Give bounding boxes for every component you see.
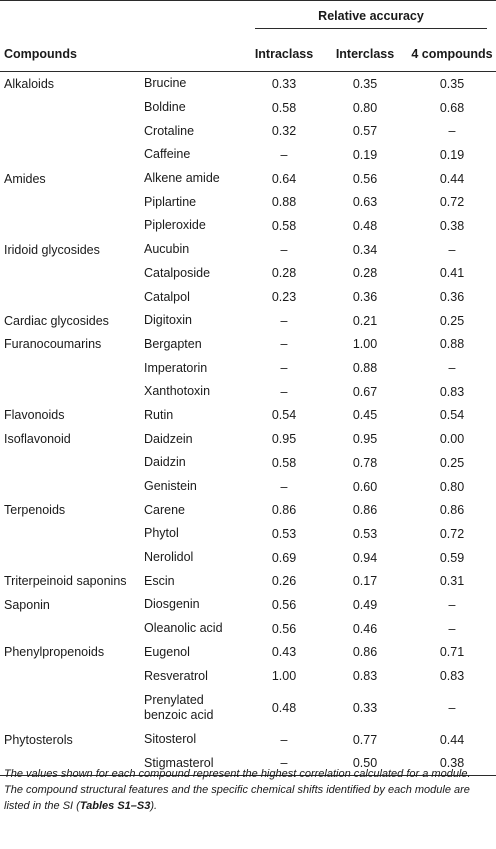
table-row [0, 617, 496, 641]
supplementary-tables-ref: Tables S1–S3 [79, 800, 151, 812]
class-cell [0, 522, 140, 546]
four-compounds-cell: 0.25 [439, 313, 465, 328]
table-body [0, 72, 496, 776]
compound-cell: Aucubin [144, 242, 190, 257]
interclass-cell: 0.86 [352, 645, 378, 660]
interclass-cell: 0.50 [322, 752, 408, 776]
class-cell: Terpenoids [4, 503, 66, 518]
interclass-cell: 0.63 [352, 195, 378, 210]
intraclass-cell: 0.48 [271, 700, 297, 715]
interclass-cell: 0.88 [352, 361, 378, 376]
class-cell: Cardiac glycosides [4, 313, 109, 328]
class-cell [0, 475, 140, 499]
intraclass-cell: – [280, 313, 288, 328]
table-row [0, 593, 496, 617]
four-compounds-cell: 0.59 [439, 550, 465, 565]
header-row-group [0, 1, 496, 38]
interclass-cell: 0.95 [352, 432, 378, 447]
table-row [0, 333, 496, 357]
compound-cell: Digitoxin [144, 313, 192, 328]
interclass-cell: 1.00 [352, 337, 378, 352]
four-compounds-cell: 0.88 [439, 337, 465, 352]
intraclass-cell: 0.56 [271, 621, 297, 636]
four-compounds-cell: 0.44 [439, 171, 465, 186]
table-row [0, 96, 496, 120]
table-row [0, 688, 496, 728]
intraclass-cell: – [280, 147, 288, 162]
class-cell [0, 214, 140, 238]
four-compounds-cell: 0.41 [439, 266, 465, 281]
four-compounds-cell: 0.86 [439, 503, 465, 518]
class-cell: Iridoid glycosides [4, 242, 100, 257]
table-row [0, 380, 496, 404]
intraclass-cell: – [280, 384, 288, 399]
interclass-cell: 0.80 [352, 100, 378, 115]
class-cell: Amides [4, 171, 46, 186]
interclass-cell: 0.78 [352, 455, 378, 470]
compound-cell: Prenylated benzoic acid [144, 692, 214, 722]
interclass-header: Interclass [322, 37, 408, 72]
class-cell [0, 190, 140, 214]
four-compounds-cell: 0.44 [439, 732, 465, 747]
four-compounds-cell: – [448, 361, 456, 376]
intraclass-cell: 0.54 [271, 408, 297, 423]
four-compounds-cell: 0.83 [439, 669, 465, 684]
compound-cell: Imperatorin [144, 360, 208, 375]
class-cell [0, 451, 140, 475]
class-cell: Phenylpropenoids [4, 645, 105, 660]
compound-cell: Caffeine [144, 147, 191, 162]
compound-cell: Daidzin [144, 455, 186, 470]
table-row [0, 498, 496, 522]
table-row [0, 285, 496, 309]
interclass-cell: 0.49 [352, 597, 378, 612]
intraclass-cell: – [246, 752, 322, 776]
intraclass-cell: 0.69 [271, 550, 297, 565]
four-compounds-cell: 0.68 [439, 100, 465, 115]
compound-cell: Pipleroxide [144, 218, 206, 233]
compound-cell: Brucine [144, 76, 187, 91]
table-row [0, 214, 496, 238]
table-row [0, 119, 496, 143]
interclass-cell: 0.28 [352, 266, 378, 281]
interclass-cell: 0.46 [352, 621, 378, 636]
intraclass-cell: – [280, 479, 288, 494]
interclass-cell: 0.60 [352, 479, 378, 494]
compound-cell: Xanthotoxin [144, 384, 211, 399]
intraclass-cell: 0.53 [271, 526, 297, 541]
table-row [0, 143, 496, 167]
four-compounds-cell: 0.38 [408, 752, 496, 776]
header-row-columns [0, 37, 496, 72]
four-compounds-cell: 0.35 [439, 76, 465, 91]
four-compounds-cell: 0.00 [439, 432, 465, 447]
interclass-cell: 0.83 [352, 669, 378, 684]
compound-cell: Bergapten [144, 336, 202, 351]
table-row [0, 451, 496, 475]
intraclass-cell: 0.95 [271, 432, 297, 447]
class-cell: Saponin [4, 597, 50, 612]
compound-cell: Daidzein [144, 431, 193, 446]
compound-cell: Crotaline [144, 123, 195, 138]
table-row [0, 728, 496, 752]
compound-cell: Phytol [144, 526, 179, 541]
intraclass-cell: 0.58 [271, 100, 297, 115]
interclass-cell: 0.67 [352, 384, 378, 399]
class-cell [0, 617, 140, 641]
intraclass-cell: – [280, 361, 288, 376]
class-cell: Phytosterols [4, 732, 73, 747]
intraclass-cell: – [280, 242, 288, 257]
class-cell: Triterpeinoid saponins [4, 574, 127, 589]
four-compounds-cell: 0.71 [439, 645, 465, 660]
interclass-cell: 0.21 [352, 313, 378, 328]
table-row [0, 190, 496, 214]
intraclass-cell: – [280, 732, 288, 747]
interclass-cell: 0.19 [352, 147, 378, 162]
compounds-header: Compounds [0, 37, 246, 72]
table-footnote: The values shown for each compound represent the highest correlation calculated for a module. The compound structural features and the specific chemical shifts identified by each module are listed in the SI (Tables S1–S3). [4, 768, 471, 812]
intraclass-cell: 0.64 [271, 171, 297, 186]
four-compounds-cell: 0.19 [439, 147, 465, 162]
table-row [0, 167, 496, 191]
class-cell [0, 356, 140, 380]
four-compounds-cell: 0.36 [439, 290, 465, 305]
four-compounds-header: 4 compounds [408, 37, 496, 72]
compound-cell: Diosgenin [144, 597, 200, 612]
class-cell: Isoflavonoid [4, 432, 71, 447]
interclass-cell: 0.33 [352, 700, 378, 715]
interclass-cell: 0.57 [352, 124, 378, 139]
interclass-cell: 0.35 [352, 76, 378, 91]
compound-cell: Sitosterol [144, 732, 197, 747]
four-compounds-cell: – [448, 124, 456, 139]
intraclass-cell: 0.43 [271, 645, 297, 660]
intraclass-cell: 0.56 [271, 597, 297, 612]
table-row [0, 522, 496, 546]
four-compounds-cell: – [448, 242, 456, 257]
intraclass-header: Intraclass [246, 37, 322, 72]
interclass-cell: 0.45 [352, 408, 378, 423]
four-compounds-cell: 0.25 [439, 455, 465, 470]
four-compounds-cell: – [448, 621, 456, 636]
class-cell [0, 96, 140, 120]
interclass-cell: 0.53 [352, 526, 378, 541]
table-row [0, 641, 496, 665]
table-row [0, 569, 496, 593]
compound-cell: Eugenol [144, 644, 190, 659]
compound-cell: Nerolidol [144, 550, 194, 565]
four-compounds-cell: 0.83 [439, 384, 465, 399]
table-row [0, 546, 496, 570]
table-row [0, 356, 496, 380]
intraclass-cell: 0.28 [271, 266, 297, 281]
intraclass-cell: 0.32 [271, 124, 297, 139]
compound-cell: Catalpol [144, 289, 190, 304]
class-cell [0, 119, 140, 143]
class-cell [0, 262, 140, 286]
table-row [0, 72, 496, 96]
intraclass-cell: 0.88 [271, 195, 297, 210]
interclass-cell: 0.56 [352, 171, 378, 186]
class-cell: Furanocoumarins [4, 337, 102, 352]
interclass-cell: 0.48 [352, 218, 378, 233]
class-cell [0, 688, 140, 728]
four-compounds-cell: 0.31 [439, 574, 465, 589]
compound-cell: Genistein [144, 479, 197, 494]
class-cell [0, 285, 140, 309]
table-row [0, 238, 496, 262]
class-cell [0, 143, 140, 167]
compound-cell: Rutin [144, 407, 174, 422]
interclass-cell: 0.77 [352, 732, 378, 747]
compound-cell: Alkene amide [144, 171, 220, 186]
intraclass-cell: 0.26 [271, 574, 297, 589]
compound-cell: Piplartine [144, 194, 197, 209]
relative-accuracy-header: Relative accuracy [255, 9, 487, 29]
table-row [0, 404, 496, 428]
class-cell: Alkaloids [4, 76, 55, 91]
compound-cell: Catalposide [144, 265, 211, 280]
table-row [0, 427, 496, 451]
intraclass-cell: 0.23 [271, 290, 297, 305]
compound-cell: Carene [144, 502, 185, 517]
interclass-cell: 0.36 [352, 290, 378, 305]
intraclass-cell: 0.58 [271, 218, 297, 233]
four-compounds-cell: 0.80 [439, 479, 465, 494]
intraclass-cell: 0.86 [271, 503, 297, 518]
four-compounds-cell: – [448, 597, 456, 612]
compound-cell: Oleanolic acid [144, 621, 223, 636]
class-cell [0, 546, 140, 570]
intraclass-cell: 0.33 [271, 76, 297, 91]
four-compounds-cell: – [448, 700, 456, 715]
class-cell [0, 664, 140, 688]
interclass-cell: 0.17 [352, 574, 378, 589]
interclass-cell: 0.94 [352, 550, 378, 565]
interclass-cell: 0.86 [352, 503, 378, 518]
intraclass-cell: 0.58 [271, 455, 297, 470]
class-cell: Flavonoids [4, 408, 65, 423]
class-cell [0, 380, 140, 404]
four-compounds-cell: 0.72 [439, 195, 465, 210]
compound-cell: Boldine [144, 100, 186, 115]
table-row [0, 664, 496, 688]
table-row [0, 475, 496, 499]
compound-cell: Resveratrol [144, 668, 208, 683]
table-row [0, 309, 496, 333]
four-compounds-cell: 0.72 [439, 526, 465, 541]
intraclass-cell: 1.00 [271, 669, 297, 684]
four-compounds-cell: 0.54 [439, 408, 465, 423]
intraclass-cell: – [280, 337, 288, 352]
compound-cell: Escin [144, 573, 175, 588]
compound-cell: Stigmasterol [140, 752, 246, 776]
interclass-cell: 0.34 [352, 242, 378, 257]
table-row [0, 262, 496, 286]
four-compounds-cell: 0.38 [439, 218, 465, 233]
